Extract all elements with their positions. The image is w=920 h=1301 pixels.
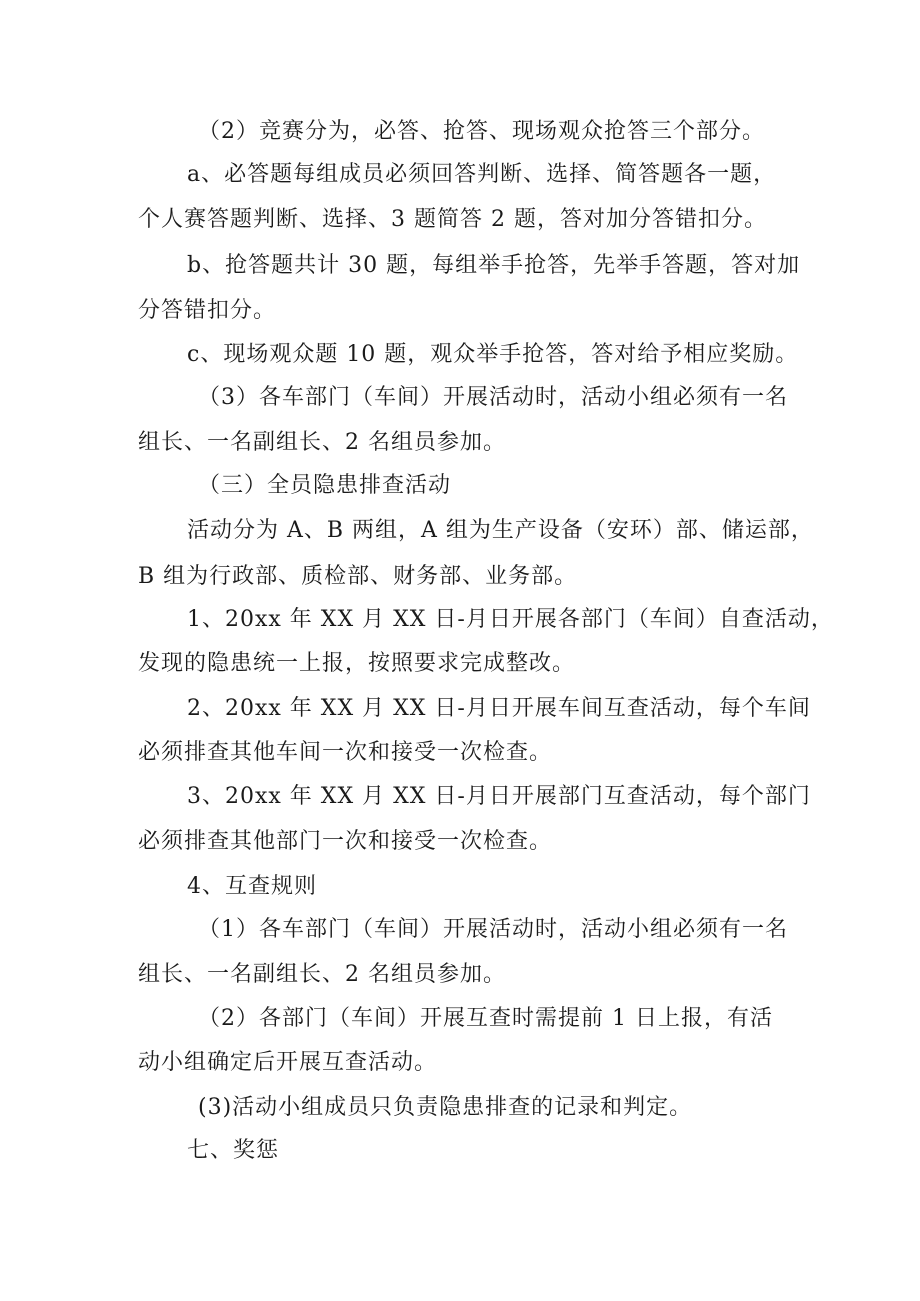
text-line: 个人赛答题判断、选择、3 题简答 2 题，答对加分答错扣分。: [138, 207, 767, 232]
text-line: 发现的隐患统一上报，按照要求完成整改。: [138, 651, 576, 676]
text-line: （3）各车部门（车间）开展活动时，活动小组必须有一名: [198, 385, 788, 410]
text-line: b、抢答题共计 30 题，每组举手抢答，先举手答题，答对加: [187, 253, 801, 278]
text-line: （2）各部门（车间）开展互查时需提前 1 日上报，有活: [198, 1006, 773, 1031]
text-line: 活动分为 A、B 两组，A 组为生产设备（安环）部、储运部，: [187, 518, 814, 543]
text-line: B 组为行政部、质检部、财务部、业务部。: [138, 564, 578, 589]
text-line: 分答错扣分。: [138, 298, 277, 323]
text-line: a、必答题每组成员必须回答判断、选择、简答题各一题，: [187, 162, 777, 187]
text-line: 1、20xx 年 XX 月 XX 日-月日开展各部门（车间）自查活动，: [187, 607, 834, 632]
text-line: 必须排查其他部门一次和接受一次检查。: [138, 829, 553, 854]
text-line: 动小组确定后开展互查活动。: [138, 1050, 438, 1075]
text-line: c、现场观众题 10 题，观众举手抢答，答对给予相应奖励。: [187, 342, 799, 367]
text-line: （1）各车部门（车间）开展活动时，活动小组必须有一名: [198, 917, 788, 942]
text-line: 组长、一名副组长、2 名组员参加。: [138, 430, 506, 455]
subsection-heading: 4、互查规则: [187, 874, 317, 899]
text-line: (3)活动小组成员只负责隐患排查的记录和判定。: [198, 1095, 693, 1120]
text-line: 必须排查其他车间一次和接受一次检查。: [138, 740, 553, 765]
section-heading: 七、奖惩: [187, 1138, 280, 1163]
text-line: （2）竞赛分为，必答、抢答、现场观众抢答三个部分。: [198, 119, 765, 144]
text-line: 2、20xx 年 XX 月 XX 日-月日开展车间互查活动，每个车间: [187, 696, 811, 721]
text-line: 3、20xx 年 XX 月 XX 日-月日开展部门互查活动，每个部门: [187, 784, 811, 809]
text-line: 组长、一名副组长、2 名组员参加。: [138, 962, 506, 987]
section-heading: （三）全员隐患排查活动: [198, 473, 452, 498]
